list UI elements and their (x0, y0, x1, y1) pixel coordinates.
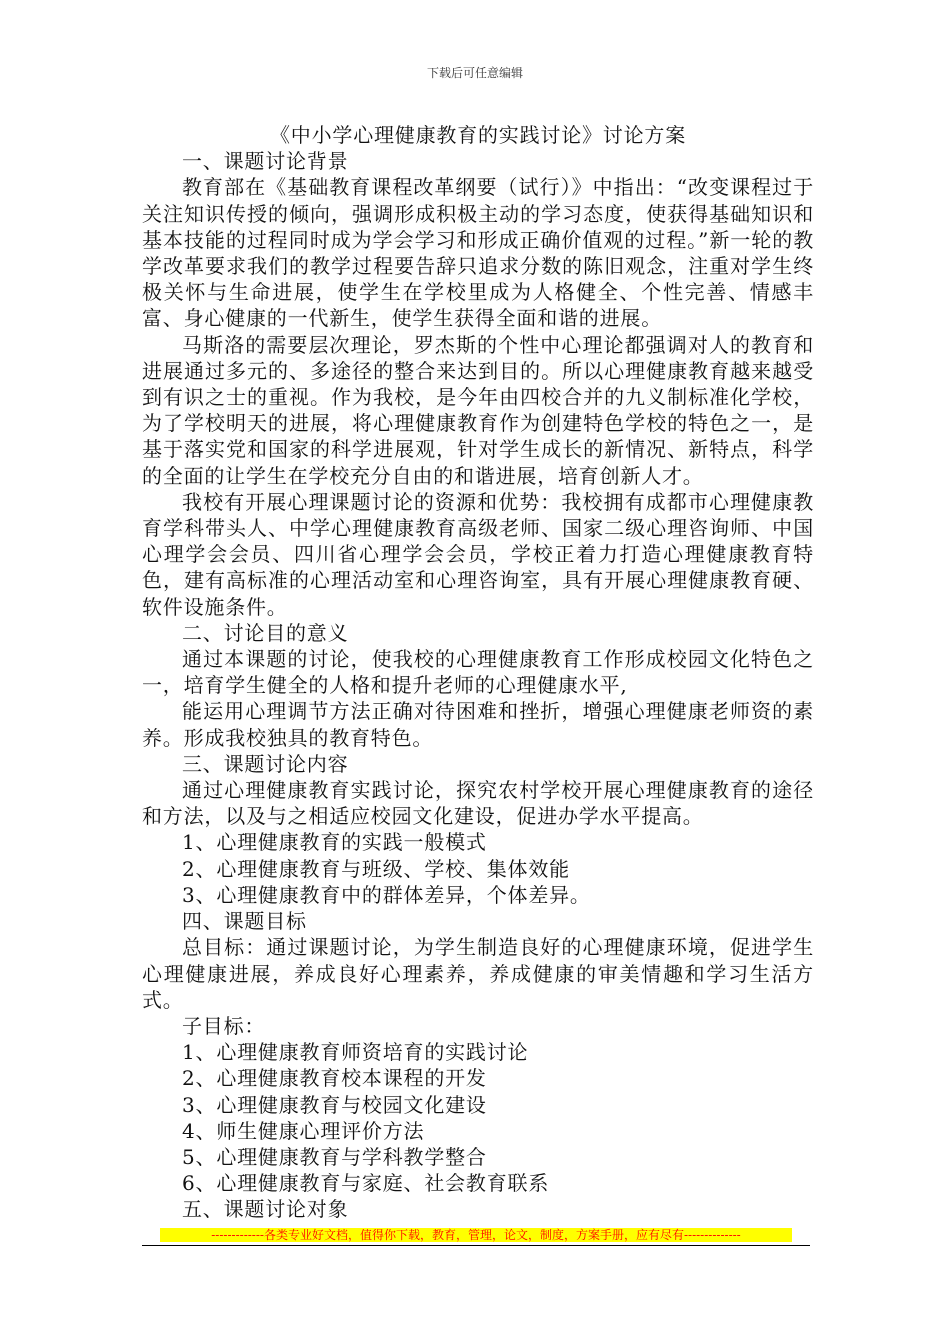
list-item: 6、心理健康教育与家庭、社会教育联系 (182, 1171, 550, 1196)
document-title: 《中小学心理健康教育的实践讨论》讨论方案 (270, 123, 686, 147)
paragraph-overall-goal: 总目标：通过课题讨论，为学生制造良好的心理健康环境，促进学生心理健康进展，养成良好心理素养，养成健康的审美情趣和学习生活方式。 (142, 935, 814, 1012)
page-header: 下载后可任意编辑 (426, 66, 523, 80)
list-item: 1、心理健康教育的实践一般模式 (182, 830, 487, 855)
paragraph-purpose-1: 通过本课题的讨论，使我校的心理健康教育工作形成校园文化特色之一，培育学生健全的人格和提升老师的心理健康水平, (142, 647, 814, 698)
sub-goals-label: 子目标： (182, 1013, 266, 1038)
footer-divider (142, 1245, 810, 1246)
list-item: 3、心理健康教育中的群体差异，个体差异。 (182, 882, 591, 907)
list-item: 4、师生健康心理评价方法 (182, 1118, 425, 1143)
list-item: 3、心理健康教育与校园文化建设 (182, 1092, 487, 1117)
paragraph-resources: 我校有开展心理课题讨论的资源和优势：我校拥有成都市心理健康教育学科带头人、中学心理健康教育高级老师、国家二级心理咨询师、中国心理学会会员、四川省心理学会会员，学校正着力打造心理健康教育特色，建有高标准的心理活动室和心理咨询室，具有开展心理健康教育硬、软件设施条件。 (142, 489, 814, 619)
footer-banner: -------------各类专业好文档，值得你下载，教育，管理，论文，制度，方案手册，应有尽有-------------- (160, 1228, 792, 1242)
list-item: 2、心理健康教育校本课程的开发 (182, 1066, 487, 1091)
section-heading-background: 一、课题讨论背景 (182, 149, 349, 174)
section-heading-content: 三、课题讨论内容 (182, 751, 349, 776)
paragraph-purpose-2: 能运用心理调节方法正确对待困难和挫折，增强心理健康老师资的素养。形成我校独具的教育特色。 (142, 699, 814, 750)
list-item: 2、心理健康教育与班级、学校、集体效能 (182, 856, 570, 881)
paragraph-content: 通过心理健康教育实践讨论，探究农村学校开展心理健康教育的途径和方法，以及与之相适应校园文化建设，促进办学水平提高。 (142, 778, 814, 829)
section-heading-goals: 四、课题目标 (182, 909, 307, 934)
section-heading-subjects: 五、课题讨论对象 (182, 1197, 349, 1222)
document-body (142, 122, 814, 1223)
section-heading-purpose: 二、讨论目的意义 (182, 620, 349, 645)
list-item: 1、心理健康教育师资培育的实践讨论 (182, 1040, 529, 1065)
paragraph-theory: 马斯洛的需要层次理论，罗杰斯的个性中心理论都强调对人的教育和进展通过多元的、多途径的整合来达到目的。所以心理健康教育越来越受到有识之士的重视。作为我校，是今年由四校合并的九义制标准化学校，为了学校明天的进展，将心理健康教育作为创建特色学校的特色之一，是基于落实党和国家的科学进展观，针对学生成长的新情况、新特点，科学的全面的让学生在学校充分自由的和谐进展，培育创新人才。 (142, 332, 814, 488)
list-item: 5、心理健康教育与学科教学整合 (182, 1144, 487, 1169)
paragraph-curriculum-reform: 教育部在《基础教育课程改革纲要（试行）》中指出：“改变课程过于关注知识传授的倾向，强调形成积极主动的学习态度，使获得基础知识和基本技能的过程同时成为学会学习和形成正确价值观的过程。”新一轮的教学改革要求我们的教学过程要告辞只追求分数的陈旧观念，注重对学生终极关怀与生命进展，使学生在学校里成为人格健全、个性完善、情感丰富、身心健康的一代新生，使学生获得全面和谐的进展。 (142, 175, 814, 331)
